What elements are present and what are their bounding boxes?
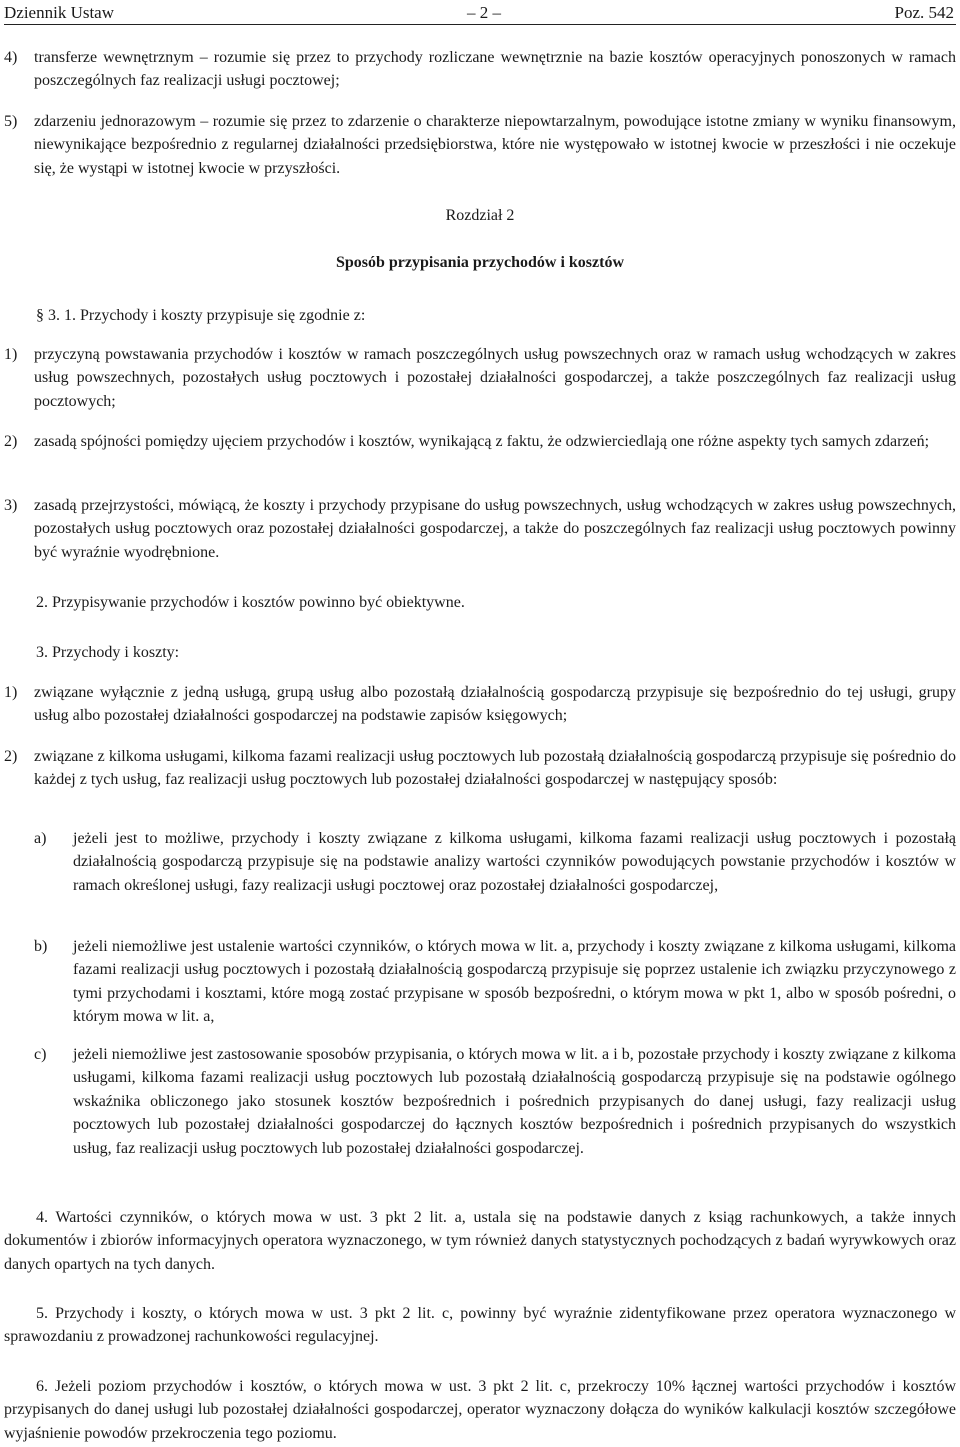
item-number: 3) [4,497,18,514]
letter-marker: c) [34,1046,47,1063]
item-number: 1) [4,346,18,363]
item-number: 4) [4,49,18,66]
item-number: 2) [4,748,18,765]
item-number: 5) [4,113,18,130]
list-item: zasadą przejrzystości, mówiącą, że koszty i przychody przypisane do usług powszechnych, usług wchodzących w zakres usług powszechnych, pozostałych usług pocztowych oraz pozostałej działalności gospodarczej, a także do poszczególnych faz realizacji usług pocztowych powinny być wyraźnie wyodrębnione. [34,497,956,561]
list-item: związane wyłącznie z jedną usługą, grupą usług albo pozostałą działalnością gospodarczą przypisuje się bezpośrednio do tej usługi, grupy usług albo pozostałej działalności gospodarczej na podstawie zapisów księgowych; [34,684,956,725]
list-item: związane z kilkoma usługami, kilkoma fazami realizacji usług pocztowych lub pozostałą działalnością gospodarczą przypisuje się pośrednio do każdej z tych usług, faz realizacji usług pocztowych lub pozostałej działalności gospodarczej w następujący sposób: [34,748,956,789]
position-number: Poz. 542 [894,3,954,22]
item-number: 2) [4,433,18,450]
journal-title: Dziennik Ustaw [4,3,115,22]
letter-item: jeżeli jest to możliwe, przychody i koszty związane z kilkoma usługami, kilkoma fazami realizacji usług pocztowych i pozostałą działalnością gospodarczą przypisuje się na podstawie analizy wartości czynników powodujących powstanie przychodów i kosztów w ramach określonej usługi, fazy realizacji usługi pocztowej oraz pozostałej działalności gospodarczej, [73,830,956,894]
chapter-title: Sposób przypisania przychodów i kosztów [335,254,625,271]
section-intro: § 3. 1. Przychody i koszty przypisuje się zgodnie z: [36,307,366,324]
letter-marker: a) [34,830,47,847]
paragraph-ust-2: 2. Przypisywanie przychodów i kosztów powinno być obiektywne. [36,594,465,611]
definition-item-5: zdarzeniu jednorazowym – rozumie się przez to zdarzenie o charakterze niepowtarzalnym, powodujące istotne zmiany w wyniku finansowym, niewynikające bezpośrednio z regularnej działalności przedsiębiorstwa, które nie występowało w istotnej kwocie w przeszłości i nie oczekuje się, że wystąpi w istotnej kwocie w przyszłości. [34,113,956,177]
list-item: zasadą spójności pomiędzy ujęciem przychodów i kosztów, wynikającą z faktu, że odzwierciedlają one różne aspekty tych samych zdarzeń; [34,433,930,450]
letter-item: jeżeli niemożliwe jest zastosowanie sposobów przypisania, o których mowa w lit. a i b, pozostałe przychody i koszty związane z kilkoma usługami, kilkoma fazami realizacji usług pocztowych lub pozostałą działalnością gospodarczą przypisuje się na podstawie ogólnego wskaźnika obliczonego jako stosunek kosztów bezpośrednich i pośrednich przypisanych do danej usługi, fazy realizacji usług pocztowych lub pozostałej działalności gospodarczej do łącznych kosztów bezpośrednich i pośrednich przypisanych do wszystkich usług, faz realizacji usług pocztowych lub pozostałej działalności gospodarczej. [73,1046,956,1157]
paragraph-ust-5: 5. Przychody i koszty, o których mowa w ust. 3 pkt 2 lit. c, powinny być wyraźnie zidentyfikowane przez operatora wyznaczonego w sprawozdaniu z prowadzonej rachunkowości regulacyjnej. [4,1305,956,1346]
page-number: – 2 – [467,3,501,22]
paragraph-ust-4: 4. Wartości czynników, o których mowa w ust. 3 pkt 2 lit. a, ustala się na podstawie danych z ksiąg rachunkowych, a także innych dokumentów i zbiorów informacyjnych operatora wyznaczonego, w tym również danych statystycznych pochodzących z badań wyrywkowych oraz danych opartych na tych danych. [4,1209,956,1273]
letter-item: jeżeli niemożliwe jest ustalenie wartości czynników, o których mowa w lit. a, przychody i koszty związane z kilkoma usługami, kilkoma fazami realizacji usług pocztowych i pozostałą działalnością gospodarczą przypisuje się poprzez ustalenie ich związku przyczynowego z tymi przychodami i kosztami, które mogą zostać przypisane w sposób bezpośredni, o którym mowa w pkt 1, albo w sposób pośredni, o którym mowa w lit. a, [73,938,956,1026]
chapter-number: Rozdział 2 [445,207,515,224]
list-item: przyczyną powstawania przychodów i kosztów w ramach poszczególnych usług powszechnych oraz w ramach usług wchodzących w zakres usług powszechnych, pozostałych usług pocztowych i pozostałej działalności gospodarczej, a także poszczególnych faz realizacji usług pocztowych; [34,346,956,410]
page-header [4,2,956,25]
letter-marker: b) [34,938,48,955]
paragraph-ust-3-intro: 3. Przychody i koszty: [36,644,180,661]
definition-item-4: transferze wewnętrznym – rozumie się przez to przychody rozliczane wewnętrznie na bazie kosztów operacyjnych ponoszonych w ramach poszczególnych faz realizacji usługi pocztowej; [34,49,956,90]
item-number: 1) [4,684,18,701]
paragraph-ust-6: 6. Jeżeli poziom przychodów i kosztów, o których mowa w ust. 3 pkt 2 lit. c, przekroczy 10% łącznej wartości przychodów i kosztów przypisanych do danej usługi lub pozostałej działalności gospodarczej, operator wyznaczony dołącza do wyników kalkulacji kosztów szczegółowe wyjaśnienie powodów przekroczenia tego poziomu. [4,1378,956,1442]
